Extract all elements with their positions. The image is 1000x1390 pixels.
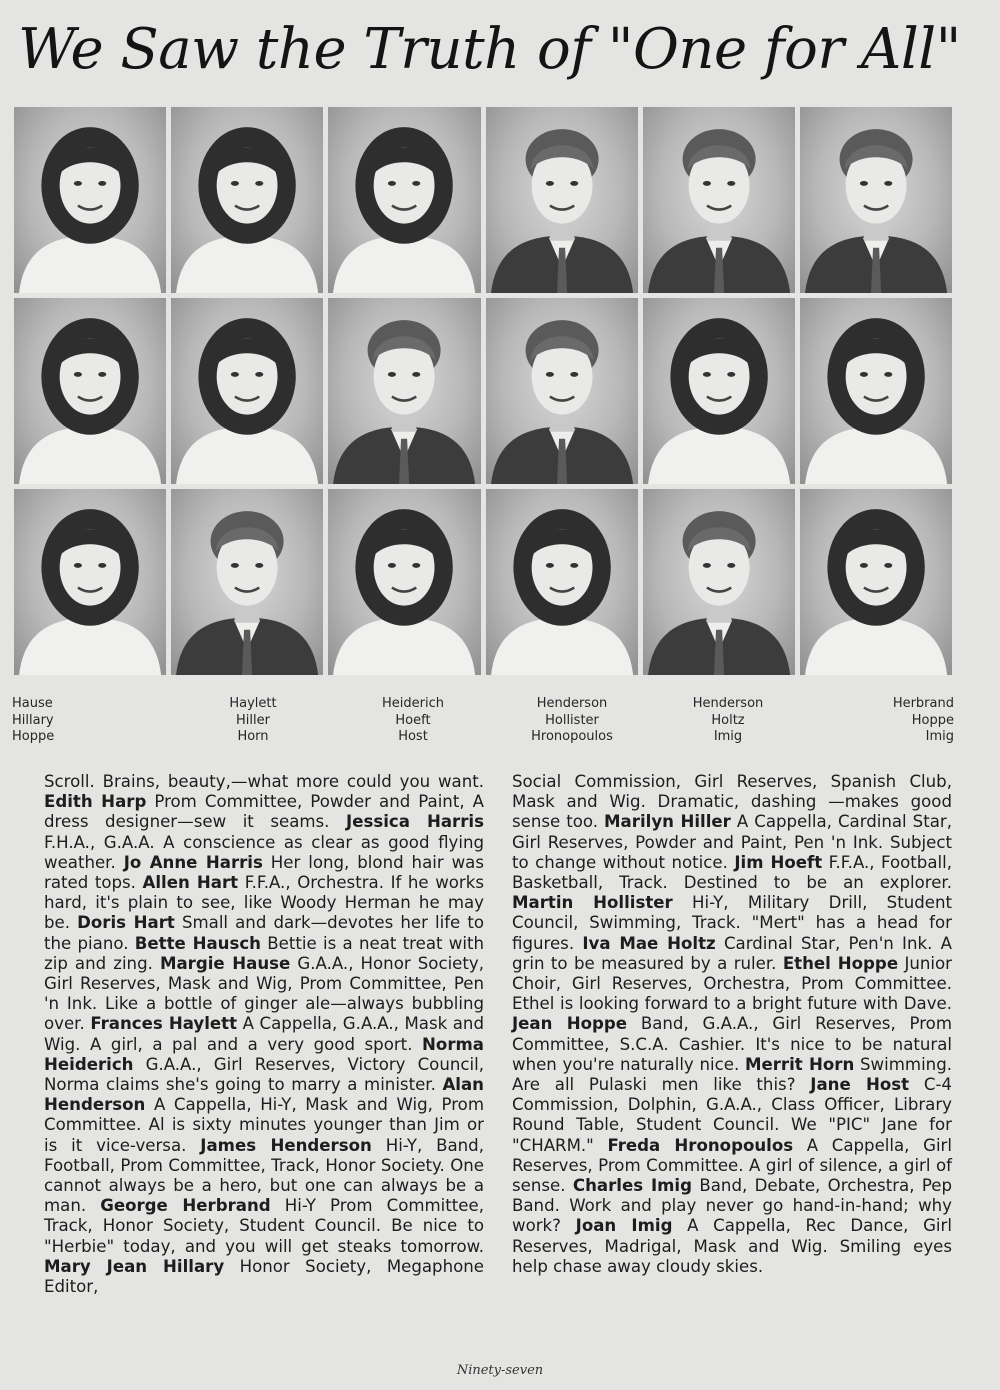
student-name: Frances Haylett xyxy=(90,1014,238,1034)
caption-name: Hoeft xyxy=(395,712,431,728)
student-name: George Herbrand xyxy=(100,1196,271,1216)
portrait-photo xyxy=(171,107,323,293)
portrait-woman-icon xyxy=(14,107,166,293)
portrait-woman-icon xyxy=(643,298,795,484)
student-name: Allen Hart xyxy=(142,873,239,893)
caption-name: Horn xyxy=(237,729,269,744)
student-name: Charles Imig xyxy=(572,1176,692,1196)
student-description: Band, Debate, Orchestra, Pep Band. Work and play never go hand-in-hand; why work? xyxy=(512,1176,953,1236)
portrait-photo xyxy=(800,489,952,675)
student-description: C-4 Commission, Dolphin, G.A.A., Class Officer, Library Round Table, Student Council. We "PIC" Jane for "CHARM." xyxy=(512,1075,952,1155)
caption-column xyxy=(512,696,632,746)
student-name: Jo Anne Harris xyxy=(123,852,263,872)
portrait-photo xyxy=(800,298,952,484)
caption-name: Hronopoulos xyxy=(531,729,613,744)
student-description: Scroll. Brains, beauty,—what more could you want. xyxy=(44,772,484,791)
portrait-photo xyxy=(643,298,795,484)
student-name: Alan Henderson xyxy=(44,1075,484,1115)
caption-name: Henderson xyxy=(692,696,764,711)
caption-name: Hollister xyxy=(545,712,599,728)
portrait-woman-icon xyxy=(486,489,638,675)
portrait-man-icon xyxy=(486,298,638,484)
student-name: Jane Host xyxy=(810,1075,910,1095)
portrait-photo xyxy=(486,107,638,293)
caption-column xyxy=(893,696,954,746)
student-description: Band, G.A.A., Girl Reserves, Prom Committee, S.C.A. Cashier. It's nice to be natural when you're naturally nice. xyxy=(512,1014,953,1074)
portrait-woman-icon xyxy=(328,489,480,675)
student-description: G.A.A., Girl Reserves, Victory Council, Norma claims she's going to marry a minister. xyxy=(44,1054,484,1095)
student-name: Freda Hronopoulos xyxy=(607,1135,794,1155)
student-description: F.F.A., Orchestra. If he works hard, it's plain to see, like Woody Herman he may be. xyxy=(44,873,484,933)
photo-grid xyxy=(14,107,952,675)
portrait-woman-icon xyxy=(800,298,952,484)
student-description: A Cappella, G.A.A., Mask and Wig. A girl, a pal and a very good sport. xyxy=(44,1014,484,1054)
caption-column xyxy=(12,696,54,746)
student-name: Edith Harp xyxy=(44,792,147,812)
caption-name: Host xyxy=(398,729,428,744)
portrait-woman-icon xyxy=(800,489,952,675)
portrait-photo xyxy=(643,489,795,675)
student-description: Social Commission, Girl Reserves, Spanish Club, Mask and Wig. Dramatic, dashing —makes good sense too. xyxy=(512,772,952,832)
caption-name: Henderson xyxy=(536,696,608,711)
caption-name: Hause xyxy=(12,696,53,711)
portrait-photo xyxy=(14,489,166,675)
portrait-woman-icon xyxy=(171,298,323,484)
caption-column xyxy=(668,696,788,746)
portrait-photo xyxy=(171,298,323,484)
caption-name: Holtz xyxy=(711,712,745,728)
student-description: Cardinal Star, Pen'n Ink. A grin to be measured by a ruler. xyxy=(512,933,952,973)
portrait-photo xyxy=(328,298,480,484)
caption-row xyxy=(12,696,954,748)
portrait-photo xyxy=(328,107,480,293)
caption-name: Herbrand xyxy=(892,696,954,711)
portrait-man-icon xyxy=(800,107,952,293)
student-name: Marilyn Hiller xyxy=(604,812,731,832)
portrait-photo xyxy=(328,489,480,675)
portrait-photo xyxy=(643,107,795,293)
student-name: Mary Jean Hillary xyxy=(44,1256,225,1276)
caption-name: Hoppe xyxy=(12,729,55,744)
portrait-man-icon xyxy=(328,298,480,484)
caption-name: Hiller xyxy=(236,712,270,728)
portrait-photo xyxy=(486,298,638,484)
caption-name: Hillary xyxy=(12,712,54,728)
student-description: G.A.A., Honor Society, Girl Reserves, Mask and Wig, Prom Committee, Pen 'n Ink. Like a bottle of ginger ale—always bubbling over. xyxy=(44,953,484,1034)
portrait-woman-icon xyxy=(171,107,323,293)
student-description: Hi-Y Prom Committee, Track, Honor Society, Student Council. Be nice to "Herbie" today, and you will get steaks tomorrow. xyxy=(44,1196,484,1256)
student-description: A Cappella, Cardinal Star, Girl Reserves, Powder and Paint, Pen 'n Ink. Subject to change without notice. xyxy=(512,812,952,872)
caption-name: Haylett xyxy=(229,696,277,711)
caption-name: Hoppe xyxy=(911,712,954,728)
student-description: Swimming. Are all Pulaski men like this? xyxy=(512,1054,953,1095)
portrait-woman-icon xyxy=(14,489,166,675)
student-name: Iva Mae Holtz xyxy=(582,933,716,953)
student-name: Joan Imig xyxy=(575,1216,673,1236)
portrait-man-icon xyxy=(643,489,795,675)
student-name: Bette Hausch xyxy=(134,933,261,953)
student-description: Junior Choir, Girl Reserves, Orchestra, Prom Committee. Ethel is looking forward to a bright future with Dave. xyxy=(512,953,952,1014)
portrait-photo xyxy=(14,298,166,484)
caption-column xyxy=(353,696,473,746)
student-description: A Cappella, Hi-Y, Mask and Wig, Prom Committee. Al is sixty minutes younger than Jim or is it vice-versa. xyxy=(44,1095,484,1155)
student-name: Merrit Horn xyxy=(744,1054,855,1074)
portrait-photo xyxy=(14,107,166,293)
student-description: F.H.A., G.A.A. A conscience as clear as good flying weather. xyxy=(44,832,484,872)
portrait-photo xyxy=(486,489,638,675)
student-description: Bettie is a neat treat with zip and zing. xyxy=(44,933,484,973)
student-description: A Cappella, Girl Reserves, Prom Committee. A girl of silence, a girl of sense. xyxy=(512,1135,952,1196)
student-description: Honor Society, Megaphone Editor, xyxy=(44,1256,484,1297)
student-description: Her long, blond hair was rated tops. xyxy=(44,852,484,893)
student-description: Hi-Y, Military Drill, Student Council, Swimming, Track. "Mert" has a head for figures. xyxy=(512,893,953,953)
portrait-man-icon xyxy=(643,107,795,293)
student-description: Hi-Y, Band, Football, Prom Committee, Track, Honor Society. One cannot always be a hero, but one can always be a man. xyxy=(44,1135,484,1216)
student-name: Martin Hollister xyxy=(512,893,673,913)
portrait-man-icon xyxy=(486,107,638,293)
portrait-woman-icon xyxy=(328,107,480,293)
caption-name: Imig xyxy=(925,729,954,744)
caption-name: Heiderich xyxy=(382,696,444,711)
portrait-photo xyxy=(171,489,323,675)
student-name: Jessica Harris xyxy=(346,812,484,832)
portrait-woman-icon xyxy=(14,298,166,484)
body-text-left-column xyxy=(44,772,484,1297)
caption-name: Imig xyxy=(713,729,743,744)
student-name: Norma Heiderich xyxy=(44,1034,484,1074)
portrait-photo xyxy=(800,107,952,293)
page-title: We Saw the Truth of "One for All" xyxy=(18,17,961,82)
student-name: Jim Hoeft xyxy=(734,852,823,872)
page-number: Ninety-seven xyxy=(456,1363,544,1378)
student-name: James Henderson xyxy=(200,1135,372,1155)
caption-column xyxy=(193,696,313,746)
student-description: Prom Committee, Powder and Paint, A dress designer—sew it seams. xyxy=(44,792,484,832)
student-name: Ethel Hoppe xyxy=(782,953,899,973)
portrait-man-icon xyxy=(171,489,323,675)
student-description: Small and dark—devotes her life to the piano. xyxy=(44,913,485,953)
student-name: Jean Hoppe xyxy=(512,1014,628,1034)
student-description: F.F.A., Football, Basketball, Track. Destined to be an explorer. xyxy=(512,852,952,893)
body-text-right-column xyxy=(512,772,952,1277)
student-name: Doris Hart xyxy=(77,913,175,933)
student-description: A Cappella, Rec Dance, Girl Reserves, Madrigal, Mask and Wig. Smiling eyes help chase away cloudy skies. xyxy=(512,1216,952,1276)
student-name: Margie Hause xyxy=(159,953,291,973)
